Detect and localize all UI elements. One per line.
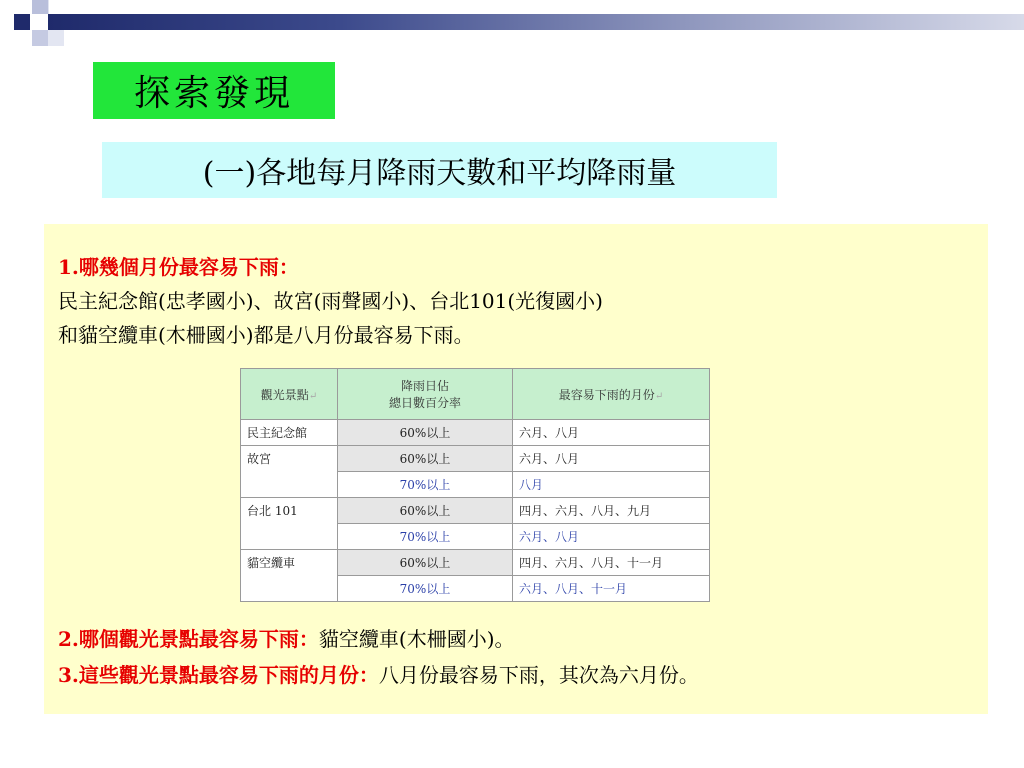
cell-percent: 60%以上 [338,550,513,576]
cell-months: 六月、八月 [513,446,710,472]
slide-subtitle: (一)各地每月降雨天數和平均降雨量 [102,142,777,198]
question-1 [58,250,299,284]
question-2-answer: 貓空纜車(木柵國小)。 [318,627,515,651]
table-row [241,446,710,472]
question-1-label: 1.哪幾個月份最容易下雨： [58,255,299,279]
cell-site: 台北 101 [241,498,338,550]
header-months: 最容易下雨的月份↵ [513,369,710,420]
cell-site: 貓空纜車 [241,550,338,602]
decorative-square [32,30,48,46]
rain-table [240,368,710,602]
cell-percent: 70%以上 [338,576,513,602]
header-percent: 降雨日佔 總日數百分率 [338,369,513,420]
decorative-square [32,0,48,14]
header-site: 觀光景點↵ [241,369,338,420]
cell-months: 四月、六月、八月、九月 [513,498,710,524]
question-3-answer: 八月份最容易下雨，其次為六月份。 [378,663,699,687]
cell-percent: 70%以上 [338,472,513,498]
cell-months: 八月 [513,472,710,498]
cell-percent: 60%以上 [338,420,513,446]
slide-title: 探索發現 [93,62,335,119]
question-1-answer-line-1: 民主紀念館(忠孝國小)、故宮(雨聲國小)、台北101(光復國小) [58,289,603,313]
decorative-square [14,30,30,46]
question-3 [58,658,699,692]
content-panel [44,224,988,714]
cell-percent: 60%以上 [338,446,513,472]
cell-months: 四月、六月、八月、十一月 [513,550,710,576]
cell-percent: 70%以上 [338,524,513,550]
table-row [241,420,710,446]
question-2-label: 2.哪個觀光景點最容易下雨： [58,627,319,651]
table-row [241,550,710,576]
decorative-gradient-bar [48,14,1024,30]
table-header-row [241,369,710,420]
decorative-square [48,30,64,46]
cell-months: 六月、八月 [513,524,710,550]
decorative-square [48,0,65,14]
question-1-answer-line-2: 和貓空纜車(木柵國小)都是八月份最容易下雨。 [58,323,474,347]
cell-site: 故宮 [241,446,338,498]
question-3-label: 3.這些觀光景點最容易下雨的月份： [58,663,379,687]
cell-months: 六月、八月 [513,420,710,446]
cell-percent: 60%以上 [338,498,513,524]
decorative-square [14,14,30,30]
cell-site: 民主紀念館 [241,420,338,446]
table-row [241,498,710,524]
cell-months: 六月、八月、十一月 [513,576,710,602]
question-2 [58,622,515,656]
